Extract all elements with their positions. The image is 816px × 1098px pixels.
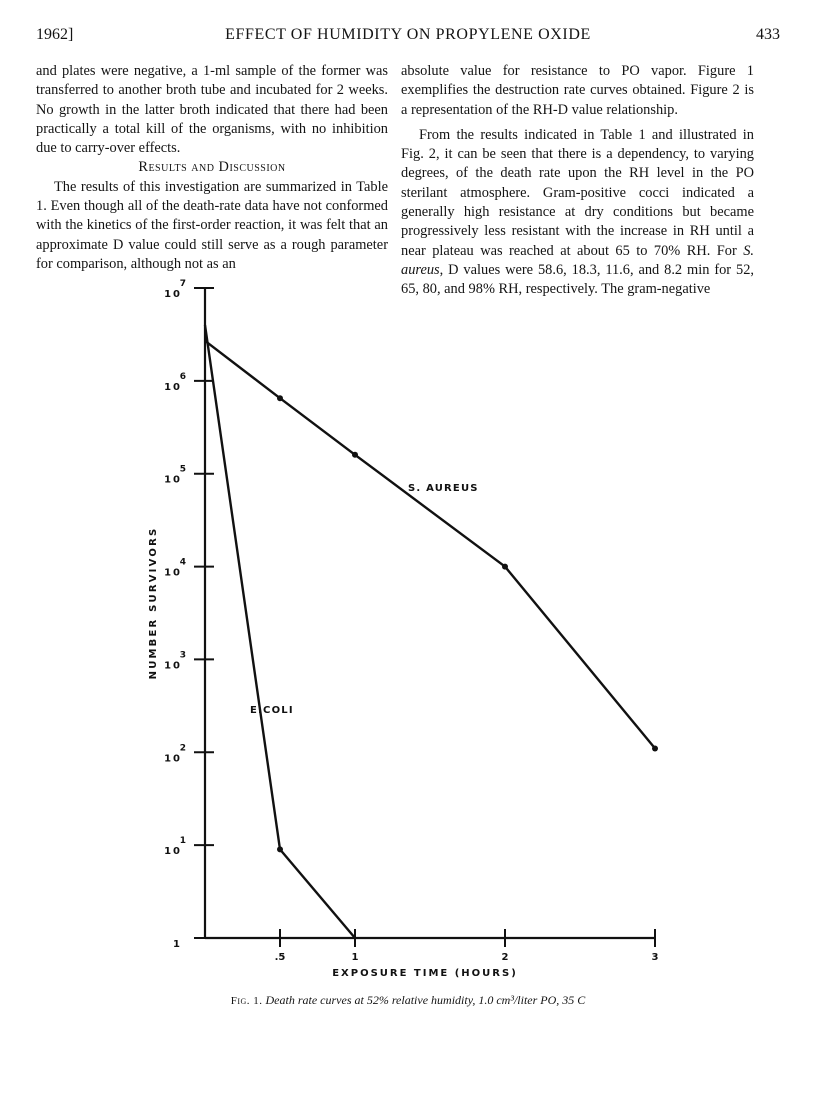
figure-label: Fig. 1. bbox=[230, 995, 263, 1007]
x-tick-label: .5 bbox=[274, 952, 286, 963]
x-axis-title: EXPOSURE TIME (HOURS) bbox=[332, 968, 518, 979]
y-tick-exponent: 6 bbox=[179, 371, 186, 382]
x-tick-label: 1 bbox=[351, 952, 359, 963]
y-tick-exponent: 1 bbox=[179, 836, 186, 847]
y-tick-label: 10 bbox=[164, 753, 182, 765]
x-tick-label: 3 bbox=[651, 952, 659, 963]
y-tick-exponent: 3 bbox=[179, 650, 186, 661]
data-point bbox=[277, 846, 283, 852]
y-tick-label: 10 bbox=[164, 381, 182, 393]
caption-text: Death rate curves at 52% relative humidity, 1.0 cm³/liter PO, 35 C bbox=[265, 993, 586, 1007]
header-title: EFFECT OF HUMIDITY ON PROPYLENE OXIDE bbox=[225, 26, 591, 43]
right-paragraph-2-start: From the results indicated in Table 1 and illustrated in Fig. 2, it can be seen that there is a dependency, to varying degrees, of the death rate upon the RH level in the PO sterilant atmosphere. Gram-positive cocci indicated a generally high resistance at dry conditions but became progressively less resistant with the increase in RH until a near plateau was reached at about 65 to 70% RH. For bbox=[401, 126, 754, 259]
right-paragraph-1: absolute value for resistance to PO vapor. Figure 1 exemplifies the destruction rate curves obtained. Figure 2 is a representation of the RH-D value relationship. bbox=[401, 63, 754, 118]
series-line bbox=[205, 341, 655, 749]
left-paragraph-2: The results of this investigation are summarized in Table 1. Even though all of the death-rate data have not conformed with the kinetics of the first-order reaction, it was felt that an approximate D value could still serve as a rough parameter for comparison, although not as an bbox=[36, 178, 388, 272]
section-heading: Results and Discussion bbox=[138, 159, 286, 176]
data-point bbox=[652, 745, 658, 751]
right-paragraph-2-end: , D values were 58.6, 18.3, 11.6, and 8.2 min for 52, 65, 80, and 98% RH, respectively. The gram-negative bbox=[401, 261, 754, 298]
y-tick-label: 10 bbox=[164, 660, 182, 672]
y-tick-label: 1 bbox=[173, 939, 182, 950]
data-point bbox=[277, 395, 283, 401]
series-label: E.COLI bbox=[250, 705, 294, 716]
species-name-italic: S. aureus bbox=[401, 242, 754, 278]
data-point bbox=[502, 564, 508, 570]
y-tick-label: 10 bbox=[164, 567, 182, 579]
data-point bbox=[352, 452, 358, 458]
left-paragraph-1: and plates were negative, a 1-ml sample of the former was transferred to another broth tube and incubated for 2 weeks. No growth in the latter broth indicated that there had been practically a total kill of the organisms, with no inhibition due to carry-over effects. bbox=[36, 63, 388, 157]
series-label: S. AUREUS bbox=[408, 483, 479, 494]
header-year: 1962] bbox=[36, 26, 74, 43]
y-axis-title: NUMBER SURVIVORS bbox=[148, 526, 159, 680]
y-tick-exponent: 2 bbox=[179, 743, 186, 754]
y-tick-label: 10 bbox=[164, 846, 182, 858]
y-tick-label: 10 bbox=[164, 474, 182, 486]
y-tick-exponent: 7 bbox=[179, 279, 186, 289]
y-tick-label: 10 bbox=[164, 289, 182, 300]
y-tick-exponent: 5 bbox=[179, 464, 186, 475]
x-tick-label: 2 bbox=[501, 952, 509, 963]
page-number: 433 bbox=[756, 26, 780, 43]
figure-caption bbox=[0, 993, 816, 1008]
series-line bbox=[205, 325, 355, 938]
y-tick-exponent: 4 bbox=[179, 557, 186, 568]
